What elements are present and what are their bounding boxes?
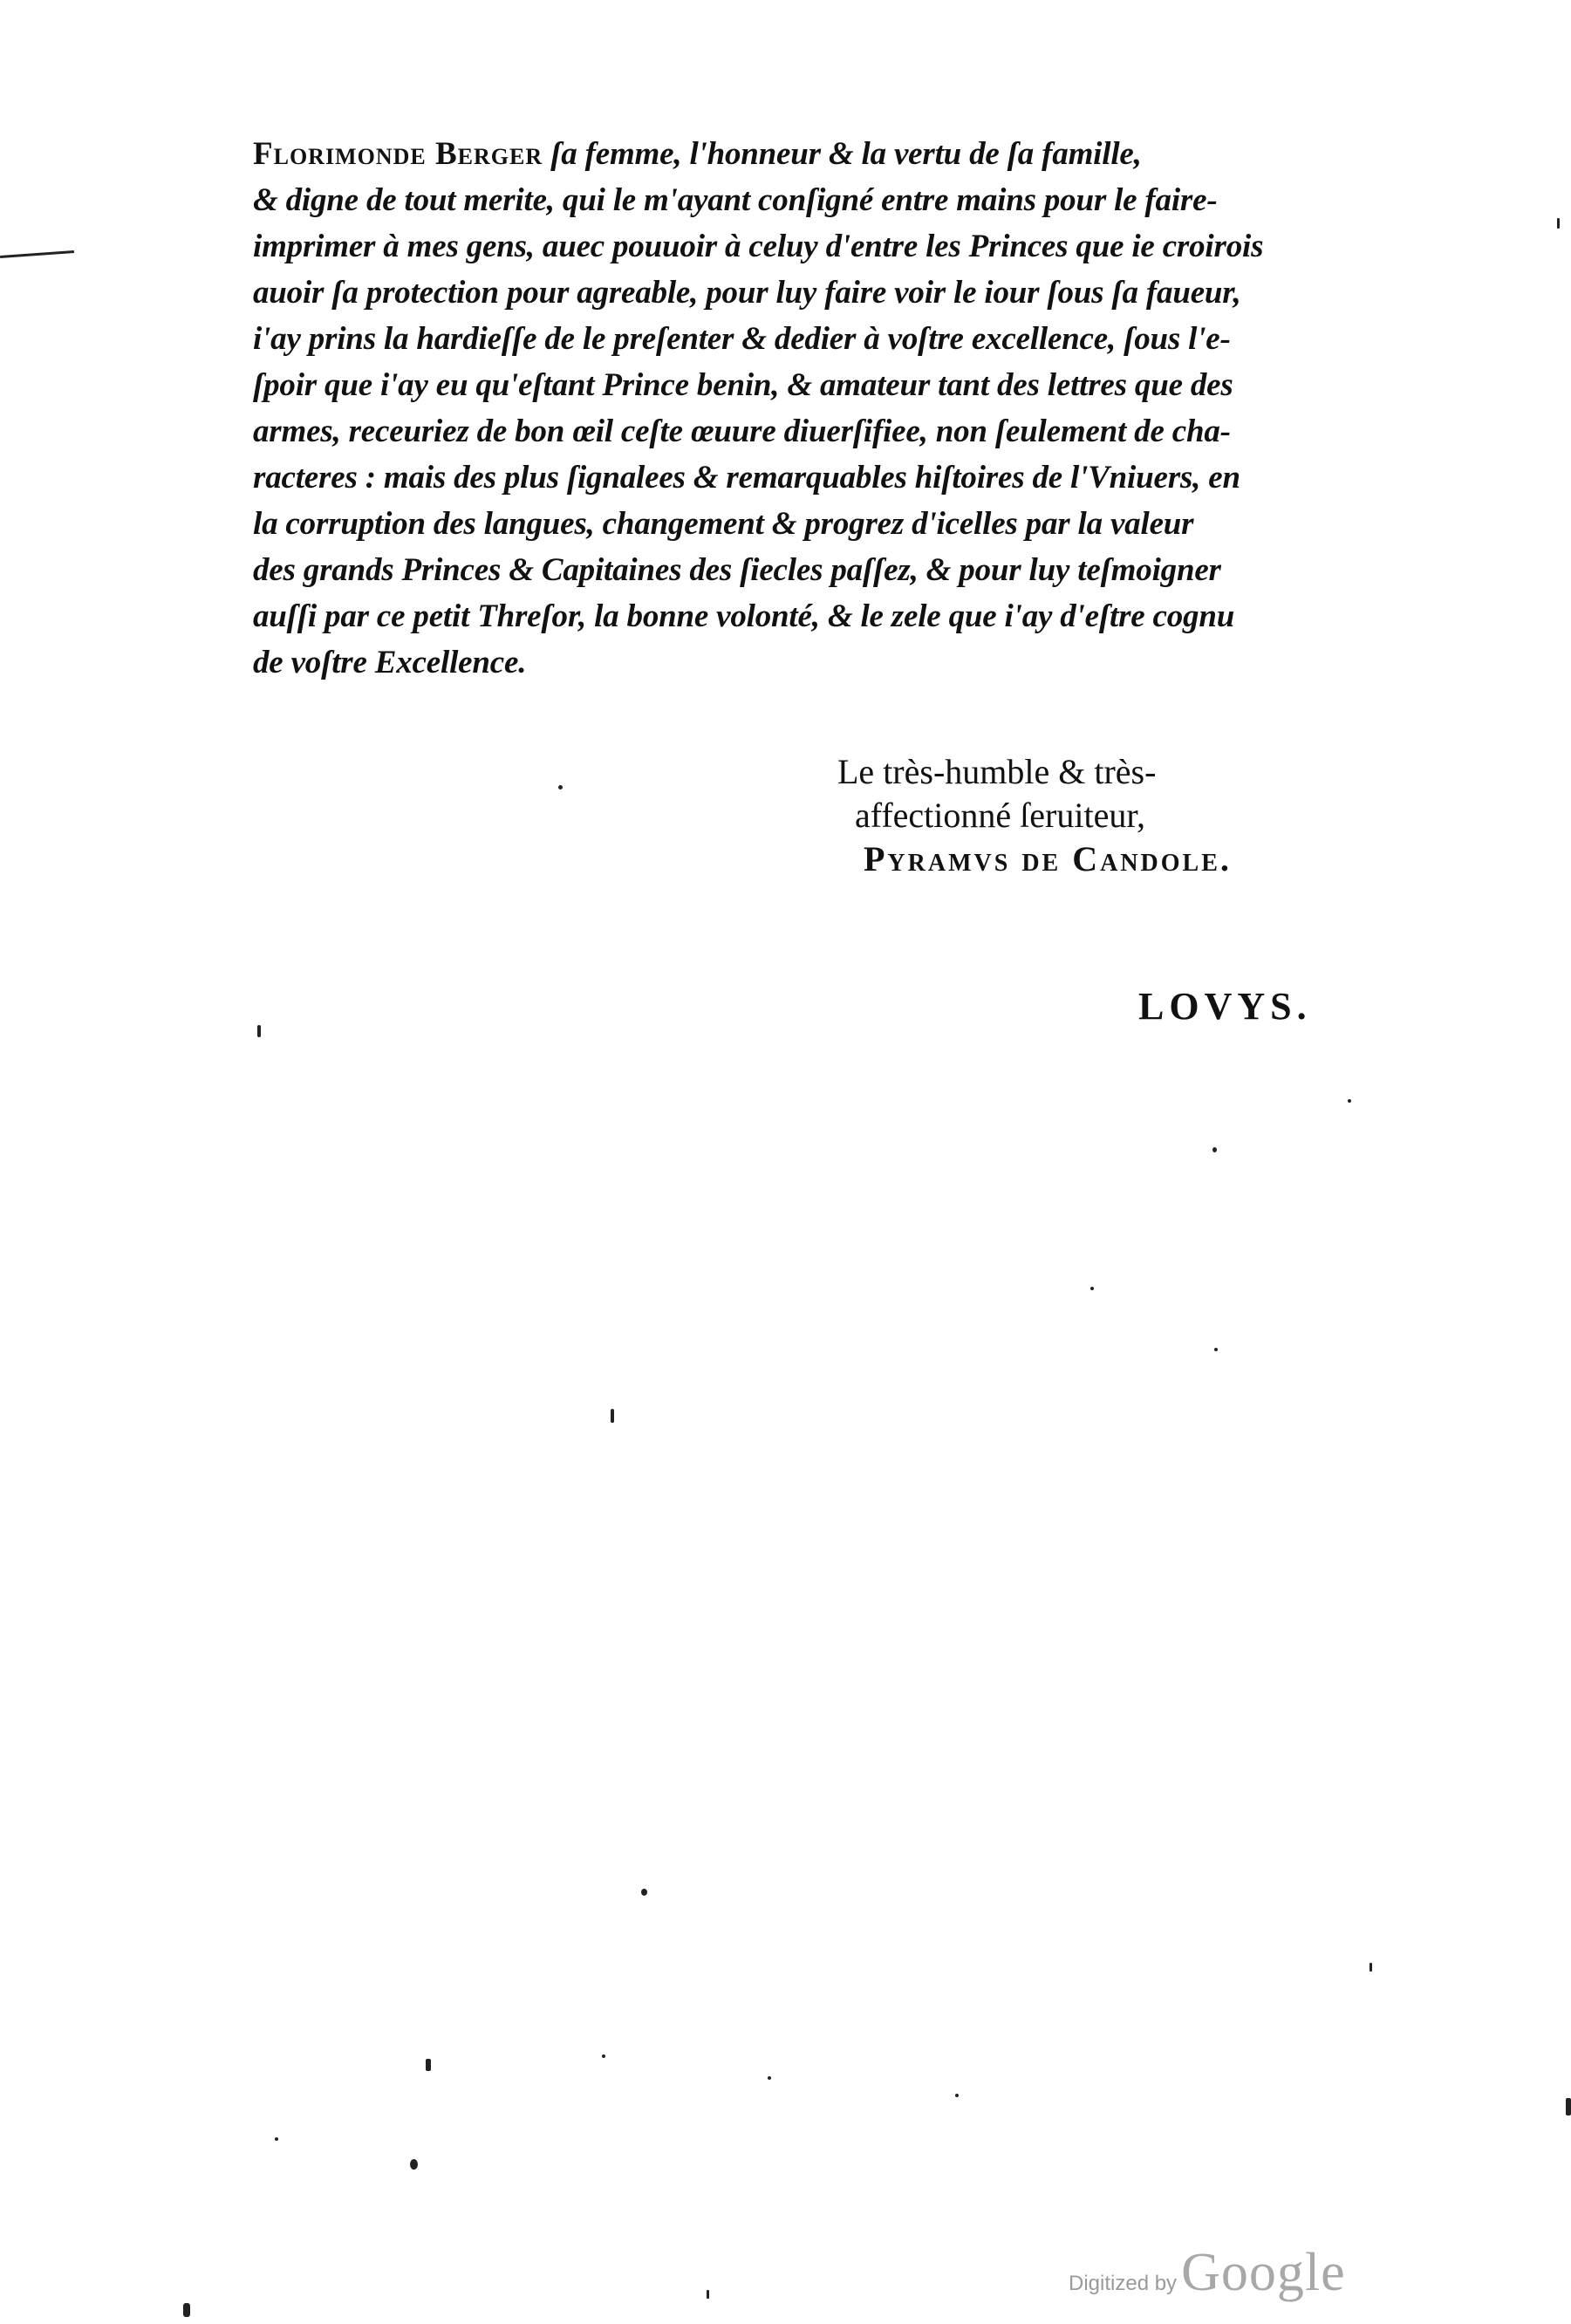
scan-speck <box>1348 1099 1351 1103</box>
scan-speck <box>1557 218 1560 229</box>
text-line <box>253 131 1343 177</box>
scan-speck <box>275 2137 278 2141</box>
text-line <box>253 362 1343 408</box>
scan-speck <box>1566 2098 1571 2116</box>
signature-name: Pyramvs de Candole. <box>864 839 1232 878</box>
catchword: LOVYS. <box>1138 985 1312 1028</box>
scan-speck <box>183 2303 190 2317</box>
scan-speck <box>707 2290 709 2299</box>
signature-line-2: affectionné ſeruiteur, <box>855 796 1146 835</box>
scan-speck <box>602 2054 605 2058</box>
digitized-by-google-watermark <box>1069 2242 1400 2303</box>
text-line <box>253 270 1343 316</box>
line-text: la corruption des langues, changement & progrez d'icelles par la valeur <box>253 506 1194 542</box>
dedication-body <box>253 131 1343 686</box>
scan-speck <box>955 2094 959 2097</box>
text-line <box>253 593 1343 639</box>
scan-speck <box>1090 1287 1094 1290</box>
margin-mark <box>0 250 74 258</box>
scan-speck <box>558 785 563 789</box>
line-text: auoir ſa protection pour agreable, pour luy faire voir le iour ſous ſa faueur, <box>253 275 1241 311</box>
signature-line-1: Le très-humble & très- <box>837 752 1157 791</box>
watermark-prefix: Digitized by <box>1069 2272 1178 2295</box>
name-smallcaps: Florimonde Berger <box>253 136 543 172</box>
line-text: des grands Princes & Capitaines des ſiecles paſſez, & pour luy teſmoigner <box>253 552 1221 588</box>
text-line <box>253 223 1343 270</box>
scan-speck <box>611 1409 614 1423</box>
scan-speck <box>768 2076 771 2080</box>
line-text: & digne de tout merite, qui le m'ayant conſigné entre mains pour le faire- <box>253 182 1218 218</box>
text-line <box>253 455 1343 501</box>
line-text: armes, receuriez de bon œil ceſte œuure diuerſifiee, non ſeulement de cha- <box>253 414 1231 449</box>
text-line <box>253 547 1343 593</box>
line-text: imprimer à mes gens, auec pouuoir à celuy d'entre les Princes que ie croirois <box>253 229 1264 264</box>
text-line <box>253 316 1343 362</box>
scan-speck <box>641 1889 647 1896</box>
scan-speck <box>426 2059 431 2071</box>
text-line <box>253 639 1343 686</box>
scan-speck <box>410 2159 418 2170</box>
text-line <box>253 177 1343 223</box>
line-text: auſſi par ce petit Threſor, la bonne volonté, & le zele que i'ay d'eſtre cognu <box>253 598 1235 634</box>
line-text: de voſtre Excellence. <box>253 645 527 680</box>
scan-speck <box>1370 1963 1372 1972</box>
line-text: ſa femme, l'honneur & la vertu de ſa famille, <box>543 136 1142 172</box>
scan-speck <box>257 1025 261 1037</box>
text-line <box>253 408 1343 455</box>
scan-speck <box>1214 1348 1218 1351</box>
line-text: i'ay prins la hardieſſe de le preſenter & dedier à voſtre excellence, ſous l'e- <box>253 321 1231 357</box>
text-line <box>253 501 1343 547</box>
scan-speck <box>1212 1147 1217 1152</box>
line-text: ſpoir que i'ay eu qu'eſtant Prince benin, & amateur tant des lettres que des <box>253 367 1233 403</box>
line-text: racteres : mais des plus ſignalees & remarquables hiſtoires de l'Vniuers, en <box>253 460 1240 496</box>
google-logo: Google <box>1181 2243 1346 2302</box>
signature-block <box>837 750 1378 881</box>
